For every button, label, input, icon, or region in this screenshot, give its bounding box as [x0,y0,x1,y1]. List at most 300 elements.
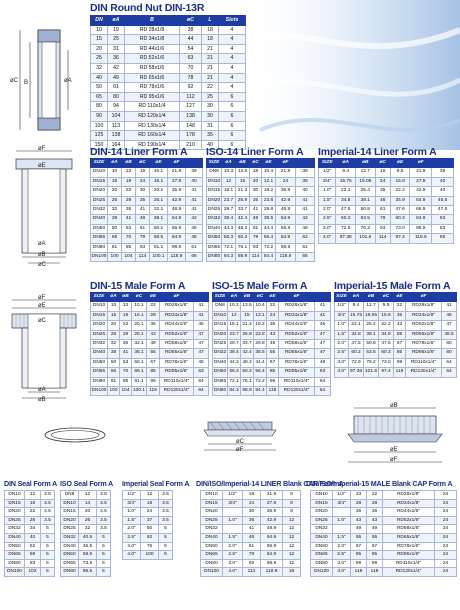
table-cell: 114 [243,568,261,577]
table-cell: 13.5 [236,168,250,177]
table-cell: 80 [91,102,108,112]
table-cell: 39 [296,168,315,177]
table-cell: RD65x1/6" [160,349,194,358]
table-cell [223,508,243,517]
table-cell: 29 [120,330,132,339]
table-cell: 55 [147,349,160,358]
table-cell: 4.0" [223,568,243,577]
table-cell: DN80 [5,559,25,568]
table-cell: 49 [147,340,160,349]
table-cell: 38.1 [364,330,379,339]
table-cell: 9.5 [390,168,410,177]
col-header: øC [375,159,390,168]
table-cell: DN25 [91,330,108,339]
table-cell: 41 [194,311,209,320]
table-row [311,568,457,577]
table-cell: 113 [108,121,125,131]
table-row [91,92,246,102]
table-row [213,349,331,358]
table-cell: 100 [108,253,122,262]
table-cell: 41 [122,215,136,224]
table-cell: 81.1 [150,243,168,252]
table-cell: DN65 [213,377,228,386]
table-cell: 84.3 [222,253,236,262]
table-cell: 6 [219,102,246,112]
din13r-table [90,15,246,150]
table-cell: DN25 [5,516,25,525]
table-cell: 36 [108,54,125,64]
table-cell: 9 [283,499,301,508]
table-cell: 60.3 [379,349,394,358]
table-cell: 61 [296,243,315,252]
table-cell: 2.5" [333,551,351,560]
table-row [5,568,55,577]
table-cell: 38.5 [254,349,267,358]
table-cell: DN10 [61,499,79,508]
table-cell: 29.8 [262,206,276,215]
table-cell: DN32 [91,206,108,215]
table-cell: 3.0" [319,224,336,233]
col-header: DN [91,16,108,26]
table-cell: 16.1 [150,177,168,186]
table-row [91,377,209,386]
col-header-blank [296,159,315,168]
table-cell: 9.4 [349,302,364,311]
table-cell: DN20 [91,187,108,196]
col-header: øC [254,293,267,302]
table-cell: 41 [296,206,315,215]
seal-iso-title: ISO Seal Form A [60,479,114,488]
table-row [201,508,301,517]
table-cell: 40 [432,187,454,196]
table-cell: 62 [141,533,159,542]
table-cell: 47.6 [379,340,394,349]
table-row [319,206,454,215]
cap-dim-f: øF [236,447,244,452]
table-cell: RD 58x1/6 [125,63,180,73]
table-cell: 2.5" [123,533,141,542]
table-cell: 19 [122,177,136,186]
table-row [5,533,55,542]
table-cell: 55 [267,349,279,358]
table-cell: 72.9 [349,358,364,367]
table-cell: 47 [315,330,331,339]
male-dim-e: øE [38,303,46,309]
table-cell: 5 [97,551,111,560]
table-cell: 3.0" [123,542,141,551]
table-row [123,542,173,551]
table-cell: 6 [219,121,246,131]
table-cell: 48 [250,215,262,224]
table-cell: 85 [147,368,160,377]
table-row [213,330,331,339]
table-cell: 3.5 [97,516,111,525]
table-cell: 30 [202,111,219,121]
table-cell: 15 [241,311,254,320]
table-cell: RD52x1/6" [383,516,435,525]
col-header: øA [349,293,364,302]
table-cell: 26 [79,516,97,525]
table-cell: DN10 [213,311,228,320]
table-cell: DN15 [207,187,222,196]
table-cell: 66.9 [168,224,186,233]
table-row [335,311,457,320]
table-cell: 9 [283,508,301,517]
table-cell: 84.9 [276,234,296,243]
col-header: øB [364,293,379,302]
table-cell: 9.5 [379,302,394,311]
table-cell: 19.05 [364,311,379,320]
table-cell: 27.9 [168,177,186,186]
table-cell: 61 [250,224,262,233]
col-header: øF [160,293,194,302]
table-cell: RD95x1/6" [383,551,435,560]
table-cell: 5 [41,568,55,577]
table-cell: 25 [108,35,125,45]
table-row [91,224,203,233]
table-cell: 40 [186,177,203,186]
table-cell: RD130x1/4" [406,368,442,377]
table-cell: 35 [250,196,262,205]
table-cell: RD78x1/6" [383,542,435,551]
table-cell: 67 [267,358,279,367]
table-cell: 42 [186,215,203,224]
col-header: øC [250,159,262,168]
col-header: SIZE [91,159,108,168]
table-cell: 18 [250,168,262,177]
iso15-title: ISO-15 Male Form A [212,280,308,292]
table-cell: 19.05 [356,177,376,186]
table-cell: 24 [435,542,457,551]
table-cell: 53 [122,224,136,233]
table-cell: 64 [194,377,209,386]
table-cell: 1.5" [123,516,141,525]
table-cell: 12 [283,525,301,534]
table-cell: 4 [219,25,246,35]
col-header: øC [180,16,202,26]
table-cell: 27.9 [261,499,283,508]
table-row [335,321,457,330]
table-cell: 10.4 [262,168,276,177]
table-cell: 12 [79,491,97,500]
table-cell: 12 [283,551,301,560]
table-cell: RD110x1/4" [160,377,194,386]
table-cell: RD110x1/4" [406,358,442,367]
table-row [319,177,454,186]
table-cell: 50.8 [356,206,376,215]
table-cell: 93 [250,243,262,252]
table-cell: 48 [243,533,261,542]
table-cell: 42.9 [276,196,296,205]
table-cell: 10 [108,302,120,311]
table-cell: RD95x1/6" [160,368,194,377]
table-cell: 114 [250,253,262,262]
table-cell: DN40 [311,533,333,542]
table-row [61,525,111,534]
table-cell: RD 34x1/8 [125,35,180,45]
table-cell: DN32 [5,525,25,534]
table-cell: 35 [122,206,136,215]
table-cell: 66.9 [276,224,296,233]
table-row [5,491,55,500]
table-cell: 12 [228,311,241,320]
table-cell: 23.8 [254,330,267,339]
table-cell: 76.2 [356,224,376,233]
table-cell: 34.9 [379,330,394,339]
table-cell: 48.3 [241,358,254,367]
table-cell: DN15 [91,177,108,186]
table-cell: RD130x1/4" [279,387,315,396]
table-row [91,177,203,186]
table-cell: 25.4 [356,187,376,196]
table-row [91,187,203,196]
table-row [91,131,246,141]
table-cell: DN50 [61,551,79,560]
table-cell: 65 [91,92,108,102]
table-cell: 100 [91,121,108,131]
table-row [213,368,331,377]
table-cell: 73.5 [79,559,97,568]
table-cell: 99 [147,377,160,386]
table-cell: 10.4 [254,302,267,311]
male-cap-dim-f: øF [390,457,398,463]
table-row [91,111,246,121]
table-cell: 40.5 [79,533,97,542]
table-cell: 66.9 [410,206,432,215]
table-cell: 4 [219,35,246,45]
table-cell: 31 [108,44,125,54]
col-header: øF [279,293,315,302]
table-cell: 1.0" [223,516,243,525]
table-row [319,187,454,196]
table-cell: DN32 [91,340,108,349]
imp14-table [318,158,454,244]
table-row [5,508,55,517]
table-cell: 60.3 [241,368,254,377]
table-cell: 41 [120,349,132,358]
table-cell: 26.9 [241,330,254,339]
table-cell: 64 [315,387,331,396]
table-cell: 1.5" [335,330,349,339]
table-cell: RD 28x1/8 [125,25,180,35]
table-row [311,559,457,568]
table-cell: DN25 [311,516,333,525]
table-cell: 138 [180,111,202,121]
table-cell: DN100 [201,568,223,577]
table-cell: 43 [394,321,406,330]
table-cell: 50 [108,358,120,367]
col-header: SIZE [207,159,222,168]
table-cell: 48 [194,358,209,367]
table-cell: 38 [108,215,122,224]
table-cell: 49 [351,525,367,534]
table-cell: RD44x1/6" [160,321,194,330]
table-cell: DN80 [213,387,228,396]
table-cell: 6 [219,111,246,121]
table-cell: 92 [180,83,202,93]
table-cell: 70 [122,234,136,243]
table-cell: 38.1 [132,349,147,358]
table-cell: 58.5 [79,551,97,560]
table-cell: 42.4 [241,349,254,358]
table-cell: 15 [91,35,108,45]
table-cell: 26 [108,330,120,339]
table-cell: 78 [180,73,202,83]
table-cell: RD44x1/6" [383,508,435,517]
table-cell: RD28x1/8" [383,491,435,500]
dim-c: øC [10,78,18,84]
table-cell: 35.9 [276,187,296,196]
col-header: SIZE [319,159,336,168]
table-cell: 85 [122,243,136,252]
table-cell: 47.5 [432,206,454,215]
table-cell [333,508,351,517]
table-cell: 72.9 [336,224,356,233]
imp15-title: Imperial-15 Male Form A [334,280,451,292]
table-cell: 1/2" [223,491,243,500]
table-cell: 3/4" [223,499,243,508]
table-row [91,44,246,54]
table-cell: 42.9 [410,187,432,196]
table-cell: 29.7 [222,206,236,215]
table-row [201,499,301,508]
col-header: øE [267,293,279,302]
table-cell: 84.9 [168,234,186,243]
table-cell: 72.1 [222,243,236,252]
col-header: Slots [219,16,246,26]
table-cell: 79 [136,234,150,243]
table-cell: 45 [315,321,331,330]
liner-dim-e: øE [38,163,46,169]
table-cell: 38 [180,25,202,35]
col-header-blank [194,293,209,302]
table-cell: 99 [351,559,367,568]
table-cell: 2.0" [123,525,141,534]
table-cell: 66 [108,368,120,377]
table-cell: 210 [180,140,202,150]
table-cell: 18.1 [222,187,236,196]
table-cell: 21.3 [236,187,250,196]
table-row [319,215,454,224]
table-cell: 15 [236,177,250,186]
table-cell: RD58x1/6" [383,525,435,534]
table-cell: DN40 [91,349,108,358]
table-cell: 50.8 [364,340,379,349]
table-cell: RD28x1/8" [279,302,315,311]
table-row [201,542,301,551]
table-cell: 127 [180,102,202,112]
table-cell: DN20 [201,508,223,517]
table-cell: 61 [136,224,150,233]
table-row [91,387,209,396]
table-cell: DN80 [207,253,222,262]
table-cell: 35.9 [261,508,283,517]
col-header: øA [108,16,125,26]
table-cell: 100 [108,387,120,396]
table-row [91,168,203,177]
table-cell: 3.5 [41,499,55,508]
table-cell: RD34x1/8" [279,311,315,320]
table-cell: 5 [159,533,173,542]
din13r-title: DIN Round Nut DIN-13R [90,2,205,14]
table-cell: 25 [91,54,108,64]
table-cell: DN65 [201,551,223,560]
table-row [123,516,173,525]
table-cell: 20 [108,187,122,196]
table-cell: 47.6 [390,206,410,215]
liner-cap-diagram [200,410,280,452]
table-row [91,121,246,131]
table-cell: 47 [315,349,331,358]
table-cell: 1.5" [223,533,243,542]
liner-cap-title: DIN/ISO/Imperial-14 LINER Blank CAP Form A [196,479,344,488]
table-cell: RD58x1/6" [160,340,194,349]
table-cell: 44 [180,35,202,45]
table-cell: 67 [394,340,406,349]
table-cell: 41 [442,302,457,311]
table-cell: 1/2" [335,302,349,311]
table-cell: DN20 [207,196,222,205]
table-cell: RD78x1/6" [406,340,442,349]
table-cell: 18 [243,491,261,500]
table-cell: 47 [442,321,457,330]
col-header: øA [108,293,120,302]
table-cell: 42 [296,215,315,224]
table-cell: 12 [283,533,301,542]
col-header-blank [315,293,331,302]
table-cell: 85 [351,551,367,560]
table-cell: 5 [97,568,111,577]
table-cell: 21.3 [241,321,254,330]
table-cell: 40 [91,73,108,83]
seal-din-title: DIN Seal Form A [4,479,58,488]
col-header: øF [276,159,296,168]
table-cell: 20 [91,44,108,54]
table-cell: 3.5 [41,516,55,525]
table-cell: 84.4 [262,253,276,262]
iso14-table [206,158,315,262]
table-cell: 98.9 [276,243,296,252]
table-row [311,551,457,560]
male-dim-b: øB [38,397,46,402]
table-cell: 98.9 [168,243,186,252]
table-cell: DN10 [311,491,333,500]
table-cell: 24 [435,559,457,568]
table-cell: DN80 [201,559,223,568]
col-header: øB [120,293,132,302]
table-cell: 72.2 [262,243,276,252]
table-cell: 32.1 [132,340,147,349]
male-cap-title: DIN/ISO/Imperial-15 MALE Blank CAP Form A [306,479,453,488]
table-cell: 48.5 [442,330,457,339]
table-cell: 54 [180,44,202,54]
table-cell: 9 [283,491,301,500]
table-cell: 101.6 [364,368,379,377]
table-cell: 41 [243,525,261,534]
table-row [91,368,209,377]
table-cell: 32 [108,206,122,215]
table-cell: 18 [141,499,159,508]
table-cell: 88.9 [236,253,250,262]
table-cell: 3/4" [335,311,349,320]
table-cell: 60.2 [336,215,356,224]
table-cell: 39 [432,168,454,177]
table-cell: 61 [375,206,390,215]
table-cell: 24 [435,533,457,542]
table-cell: RD 110x1/4 [125,102,180,112]
table-cell: DN40 [207,224,222,233]
table-cell: 54.9 [261,533,283,542]
